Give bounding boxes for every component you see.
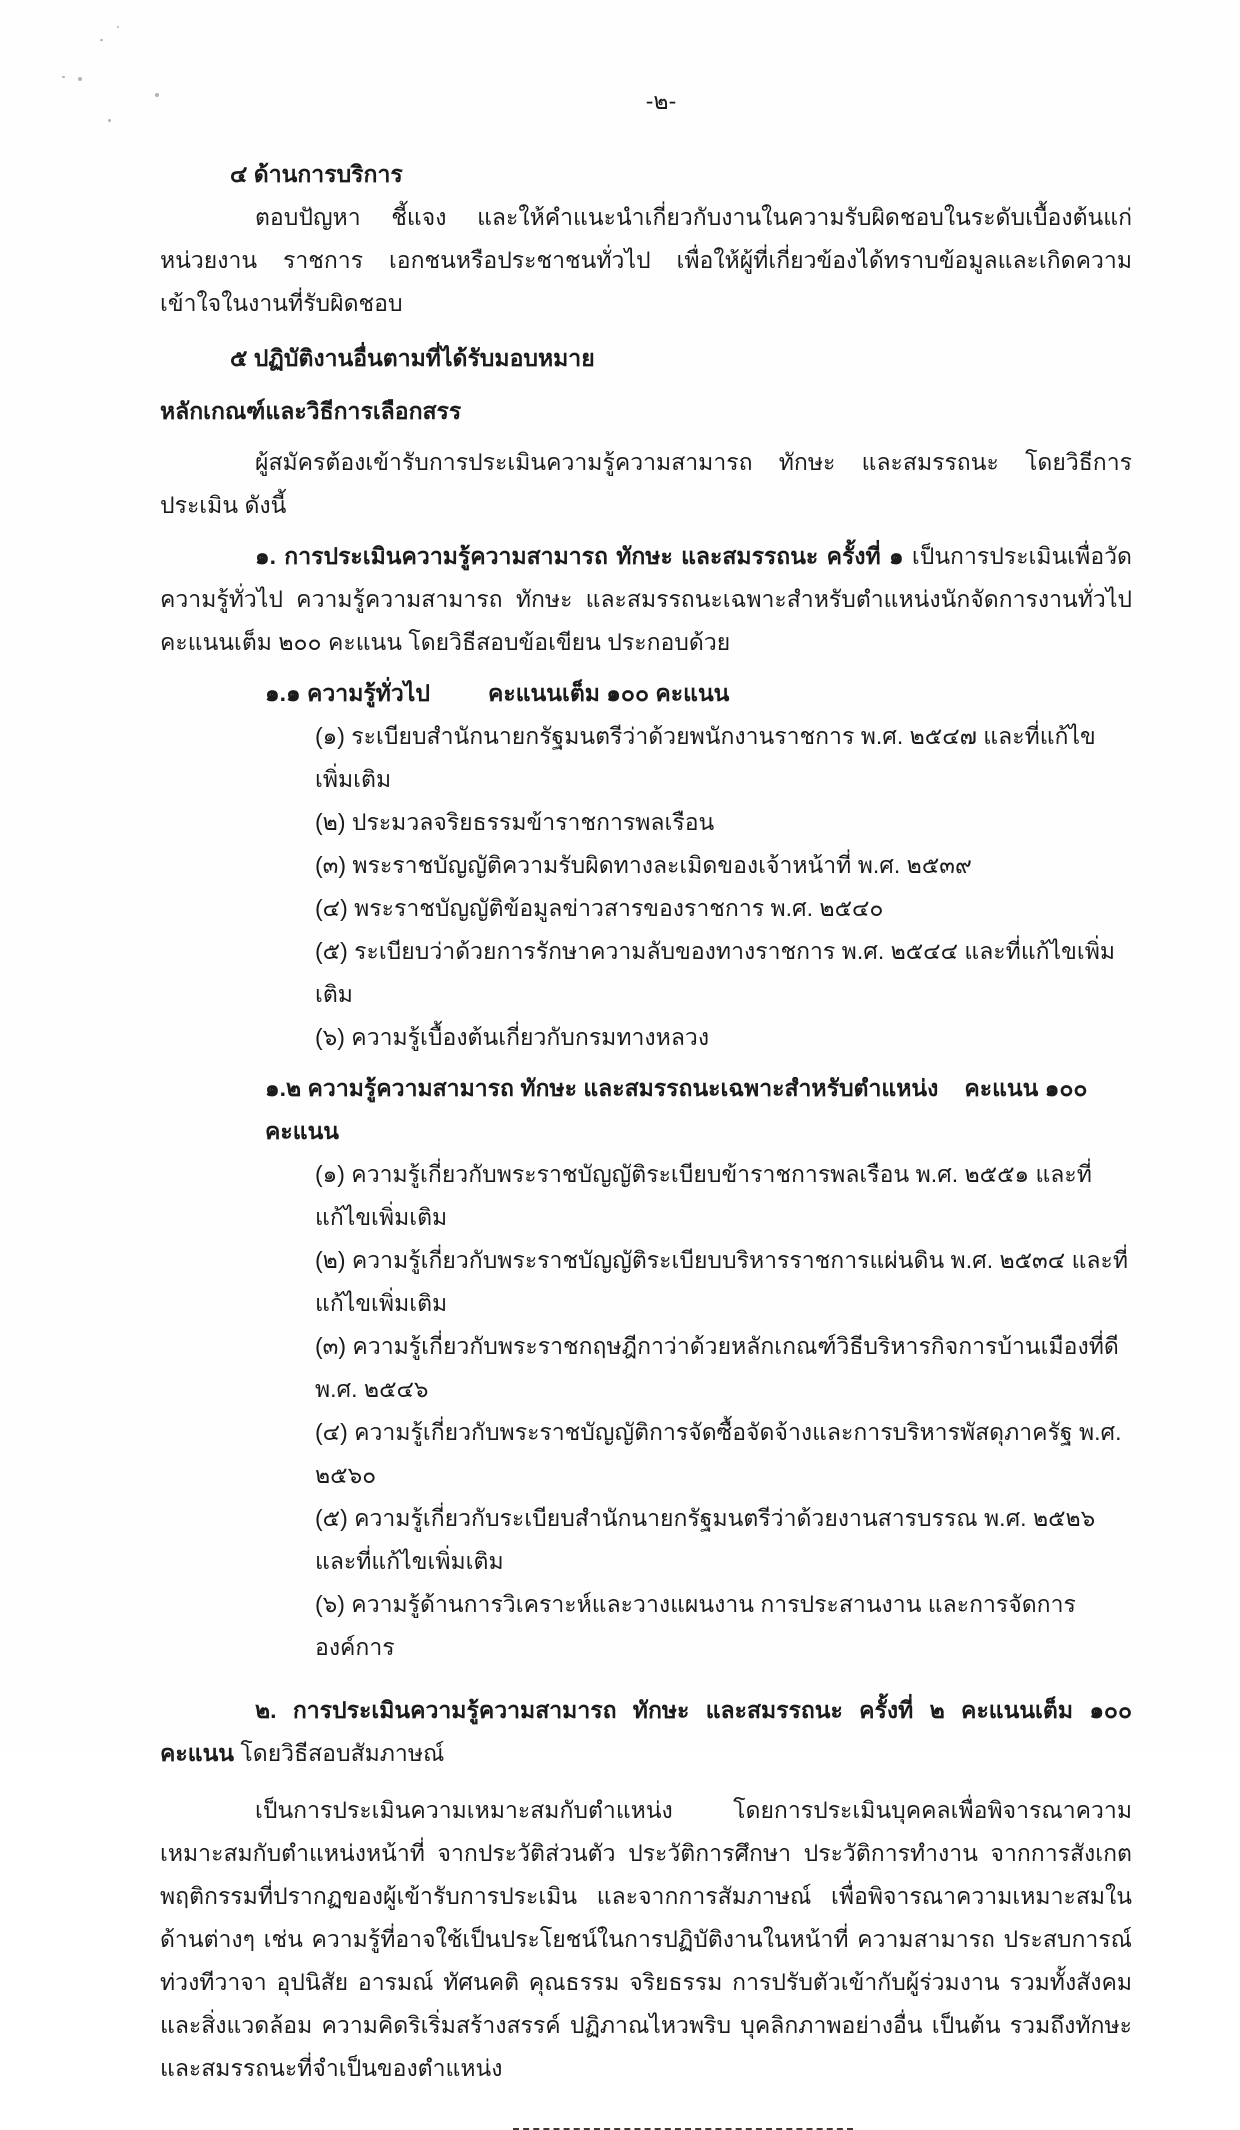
list-item: (๓) พระราชบัญญัติความรับผิดทางละเมิดของเจ้าหน้าที่ พ.ศ. ๒๕๓๙: [315, 852, 972, 878]
subsection-1-2-list: [160, 1153, 1132, 1669]
list-item: (๕) ความรู้เกี่ยวกับระเบียบสำนักนายกรัฐมนตรีว่าด้วยงานสารบรรณ พ.ศ. ๒๕๒๖ และที่แก้ไขเพิ่มเติม: [315, 1505, 1096, 1574]
duty-heading-5: ๕ ปฏิบัติงานอื่นตามที่ได้รับมอบหมาย: [230, 345, 595, 371]
subsection-1-2-title: ๑.๒ ความรู้ความสามารถ ทักษะ และสมรรถนะเฉพาะสำหรับตำแหน่ง: [265, 1075, 939, 1101]
scan-speck: [155, 93, 159, 97]
subsection-1-1-score: คะแนนเต็ม ๑๐๐ คะแนน: [487, 680, 730, 706]
list-item: (๑) ความรู้เกี่ยวกับพระราชบัญญัติระเบียบข้าราชการพลเรือน พ.ศ. ๒๕๕๑ และที่แก้ไขเพิ่มเติม: [315, 1161, 1092, 1230]
duty-paragraph-4: ตอบปัญหา ชี้แจง และให้คำแนะนำเกี่ยวกับงานในความรับผิดชอบในระดับเบื้องต้นแก่หน่วยงาน ราชการ เอกชนหรือประชาชนทั่วไป เพื่อให้ผู้ที่เกี่ยวข้องได้ทราบข้อมูลและเกิดความเข้าใจในงานที่รับผิดชอบ: [160, 204, 1132, 316]
list-item: (๖) ความรู้ด้านการวิเคราะห์และวางแผนงาน การประสานงาน และการจัดการองค์การ: [315, 1591, 1076, 1660]
scan-speck: [62, 76, 65, 78]
assessment2-detail: เป็นการประเมินความเหมาะสมกับตำแหน่ง โดยการประเมินบุคคลเพื่อพิจารณาความเหมาะสมกับตำแหน่งหน้าที่ จากประวัติส่วนตัว ประวัติการศึกษา ประวัติการทำงาน จากการสังเกตพฤติกรรมที่ปรากฏของผู้เข้ารับการประเมิน และจากการสัมภาษณ์ เพื่อพิจารณาความเหมาะสมในด้านต่างๆ เช่น ความรู้ที่อาจใช้เป็นประโยชน์ในการปฏิบัติงานในหน้าที่ ความสามารถ ประสบการณ์ ท่วงทีวาจา อุปนิสัย อารมณ์ ทัศนคติ คุณธรรม จริยธรรม การปรับตัวเข้ากับผู้ร่วมงาน รวมทั้งสังคมและสิ่งแวดล้อม ความคิดริเริ่มสร้างสรรค์ ปฏิภาณไหวพริบ บุคลิกภาพอย่างอื่น เป็นต้น รวมถึงทักษะและสมรรถนะที่จำเป็นของตำแหน่ง: [160, 1797, 1132, 2081]
scan-speck: [117, 26, 119, 28]
list-item: (๓) ความรู้เกี่ยวกับพระราชกฤษฎีกาว่าด้วยหลักเกณฑ์วิธีบริหารกิจการบ้านเมืองที่ดี พ.ศ. ๒๕๔๖: [315, 1333, 1119, 1402]
criteria-intro: ผู้สมัครต้องเข้ารับการประเมินความรู้ความสามารถ ทักษะ และสมรรถนะ โดยวิธีการประเมิน ดังนี้: [160, 449, 1132, 518]
page-number: -๒-: [645, 88, 677, 114]
criteria-title: หลักเกณฑ์และวิธีการเลือกสรร: [160, 398, 462, 424]
scan-speck: [78, 77, 82, 81]
assessment2-lead-rest: โดยวิธีสอบสัมภาษณ์: [234, 1740, 445, 1766]
list-item: (๔) ความรู้เกี่ยวกับพระราชบัญญัติการจัดซื้อจัดจ้างและการบริหารพัสดุภาครัฐ พ.ศ. ๒๕๖๐: [315, 1419, 1122, 1488]
subsection-1-1-list: [160, 715, 1132, 1059]
scan-speck: [100, 39, 103, 41]
list-item: (๔) พระราชบัญญัติข้อมูลข่าวสารของราชการ พ.ศ. ๒๕๔๐: [315, 895, 884, 921]
list-item: (๕) ระเบียบว่าด้วยการรักษาความลับของทางราชการ พ.ศ. ๒๕๔๔ และที่แก้ไขเพิ่มเติม: [315, 938, 1116, 1007]
duty-heading-4: ๔ ด้านการบริการ: [230, 161, 403, 187]
subsection-1-1-heading: [265, 672, 1132, 715]
assessment1-lead-bold: ๑. การประเมินความรู้ความสามารถ ทักษะ และสมรรถนะ ครั้งที่ ๑: [255, 543, 904, 569]
list-item: (๒) ความรู้เกี่ยวกับพระราชบัญญัติระเบียบบริหารราชการแผ่นดิน พ.ศ. ๒๕๓๔ และที่แก้ไขเพิ่มเติม: [315, 1247, 1129, 1316]
assessment1-lead: [160, 535, 1132, 664]
assessment2-lead: [160, 1689, 1132, 1775]
assessment1-lead-rest: เป็นการประเมินเพื่อวัดความรู้ทั่วไป ความรู้ความสามารถ ทักษะ และสมรรถนะเฉพาะสำหรับตำแหน่งนักจัดการงานทั่วไป คะแนนเต็ม ๒๐๐ คะแนน โดยวิธีสอบข้อเขียน ประกอบด้วย: [160, 543, 1132, 655]
list-item: (๒) ประมวลจริยธรรมข้าราชการพลเรือน: [315, 809, 715, 835]
list-item: (๖) ความรู้เบื้องต้นเกี่ยวกับกรมทางหลวง: [315, 1024, 710, 1050]
subsection-1-2-heading: [265, 1067, 1132, 1153]
subsection-1-2-score: คะแนน ๑๐๐ คะแนน: [265, 1075, 1088, 1144]
assessment2-lead-bold: ๒. การประเมินความรู้ความสามารถ ทักษะ และสมรรถนะ ครั้งที่ ๒ คะแนนเต็ม ๑๐๐ คะแนน: [160, 1697, 1132, 1766]
subsection-1-1-title: ๑.๑ ความรู้ทั่วไป: [265, 680, 430, 706]
list-item: (๑) ระเบียบสำนักนายกรัฐมนตรีว่าด้วยพนักงานราชการ พ.ศ. ๒๕๔๗ และที่แก้ไขเพิ่มเติม: [315, 723, 1096, 792]
scan-speck: [108, 119, 111, 122]
